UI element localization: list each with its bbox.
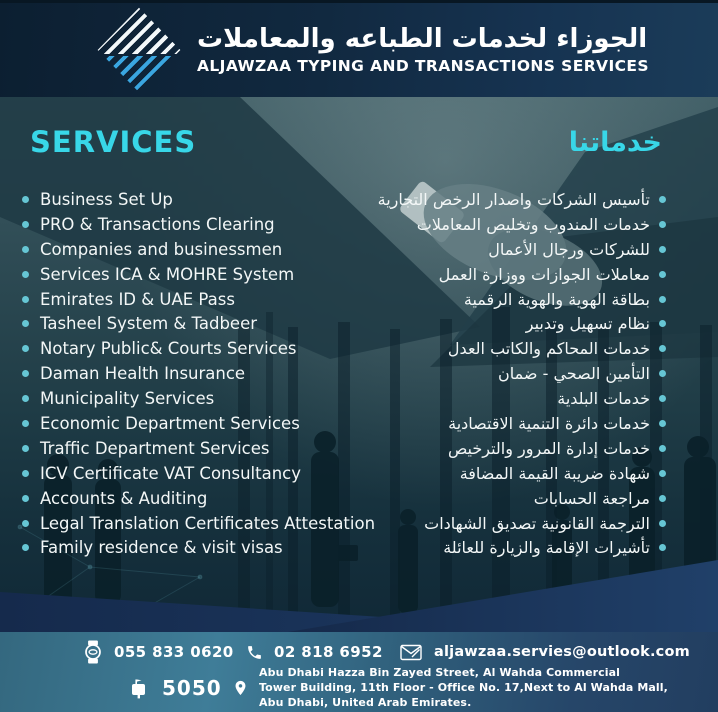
email-icon: [400, 644, 422, 661]
service-list-item: [346, 386, 666, 411]
service-list-item: [346, 511, 666, 536]
bullet-icon: [22, 495, 29, 502]
mobile-number: 055 833 0620: [114, 643, 234, 661]
bullet-icon: [659, 196, 666, 203]
service-list-item: [346, 411, 666, 436]
location-pin-icon: [232, 676, 249, 700]
service-label: نظام تسهيل وتدبير: [525, 314, 650, 334]
bullet-icon: [22, 470, 29, 477]
bullet-icon: [22, 395, 29, 402]
service-list-item: [346, 262, 666, 287]
bullet-icon: [22, 296, 29, 303]
service-label: تأشيرات الإقامة والزيارة للعائلة: [443, 538, 650, 558]
pobox-number: 5050: [162, 676, 222, 700]
service-label: ICV Certificate VAT Consultancy: [40, 463, 302, 483]
bullet-icon: [659, 221, 666, 228]
service-list-item: [346, 311, 666, 336]
service-label: التأمين الصحي - ضمان: [498, 364, 650, 384]
phone-contact: [246, 638, 383, 666]
bullet-icon: [22, 221, 29, 228]
bullet-icon: [22, 320, 29, 327]
bullet-icon: [659, 395, 666, 402]
bullet-icon: [22, 445, 29, 452]
bullet-icon: [659, 544, 666, 551]
address-block: [232, 665, 668, 710]
wristwatch-icon: [82, 640, 104, 664]
service-label: Tasheel System & Tadbeer: [40, 314, 258, 334]
phone-icon: [246, 644, 263, 661]
bullet-icon: [22, 345, 29, 352]
address-line: Tower Building, 11th Floor - Office No. 17,Next to Al Wahda Mall,: [259, 681, 668, 694]
company-title-english: ALJAWZAA TYPING AND TRANSACTIONS SERVICES: [197, 56, 649, 75]
bullet-icon: [22, 370, 29, 377]
bullet-icon: [22, 420, 29, 427]
email-contact: [400, 638, 690, 666]
service-list-item: [346, 237, 666, 262]
service-list-item: [346, 187, 666, 212]
bullet-icon: [659, 445, 666, 452]
service-list-item: [346, 361, 666, 386]
bullet-icon: [659, 296, 666, 303]
service-label: Services ICA & MOHRE System: [40, 264, 295, 284]
service-label: Emirates ID & UAE Pass: [40, 289, 235, 309]
service-list-item: [346, 535, 666, 560]
service-label: خدمات إدارة المرور والترخيص: [447, 438, 650, 458]
bullet-icon: [659, 320, 666, 327]
mobile-contact: [82, 638, 234, 666]
services-list-arabic: [346, 187, 666, 560]
service-label: خدمات المحاكم والكاتب العدل: [447, 339, 650, 359]
aljawzaa-logo-icon: [95, 6, 183, 94]
service-list-item: [346, 486, 666, 511]
company-title-arabic: الجوزاء لخدمات الطباعه والمعاملات: [197, 24, 648, 55]
service-label: Family residence & visit visas: [40, 538, 283, 558]
bullet-icon: [659, 345, 666, 352]
address-line: Abu Dhabi Hazza Bin Zayed Street, Al Wahda Commercial: [259, 666, 621, 679]
service-label: Traffic Department Services: [40, 438, 270, 458]
bullet-icon: [659, 271, 666, 278]
service-list-item: [346, 287, 666, 312]
footer-contact-bar: [0, 632, 718, 712]
bullet-icon: [22, 246, 29, 253]
service-label: Legal Translation Certificates Attestation: [40, 513, 376, 533]
service-list-item: [346, 436, 666, 461]
service-list-item: [346, 212, 666, 237]
bullet-icon: [22, 520, 29, 527]
service-list-item: [346, 461, 666, 486]
service-label: Economic Department Services: [40, 413, 300, 433]
bullet-icon: [659, 470, 666, 477]
bullet-icon: [659, 495, 666, 502]
landline-number: 02 818 6952: [274, 643, 383, 661]
service-label: Notary Public& Courts Services: [40, 339, 297, 359]
service-label: تأسيس الشركات واصدار الرخص التجارية: [377, 189, 650, 209]
header-titles: [197, 25, 649, 75]
service-label: للشركات ورجال الأعمال: [488, 239, 650, 259]
services-heading-english: SERVICES: [30, 125, 197, 159]
service-label: معاملات الجوازات ووزارة العمل: [438, 264, 650, 284]
service-label: شهادة ضريبة القيمة المضافة: [459, 463, 650, 483]
service-label: PRO & Transactions Clearing: [40, 214, 275, 234]
service-label: بطاقة الهوية والهوية الرقمية: [463, 289, 650, 309]
email-address: aljawzaa.servies@outlook.com: [434, 644, 690, 660]
service-list-item: [346, 336, 666, 361]
address-line: Abu Dhabi, United Arab Emirates.: [259, 696, 472, 709]
logo-stripes-white: [95, 6, 183, 54]
service-label: Daman Health Insurance: [40, 364, 246, 384]
pobox-contact: [128, 674, 222, 702]
service-label: الترجمة القانونية تصديق الشهادات: [424, 513, 650, 533]
service-label: Municipality Services: [40, 389, 215, 409]
service-label: Accounts & Auditing: [40, 488, 208, 508]
services-heading-arabic: خدماتنا: [568, 127, 662, 158]
bullet-icon: [659, 520, 666, 527]
services-section: [0, 97, 718, 632]
service-label: خدمات البلدية: [557, 389, 650, 409]
service-label: Companies and businessmen: [40, 239, 283, 259]
address-text: [259, 665, 668, 710]
logo-stripes-blue: [95, 56, 183, 94]
bullet-icon: [22, 271, 29, 278]
bullet-icon: [659, 420, 666, 427]
bullet-icon: [659, 370, 666, 377]
bullet-icon: [659, 246, 666, 253]
bullet-icon: [22, 544, 29, 551]
service-label: خدمات دائرة التنمية الاقتصادية: [448, 413, 650, 433]
header: [0, 0, 718, 97]
service-label: مراجعة الحسابات: [533, 488, 650, 508]
bullet-icon: [22, 196, 29, 203]
mailbox-icon: [128, 678, 150, 699]
service-label: Business Set Up: [40, 189, 173, 209]
service-label: خدمات المندوب وتخليص المعاملات: [416, 214, 650, 234]
